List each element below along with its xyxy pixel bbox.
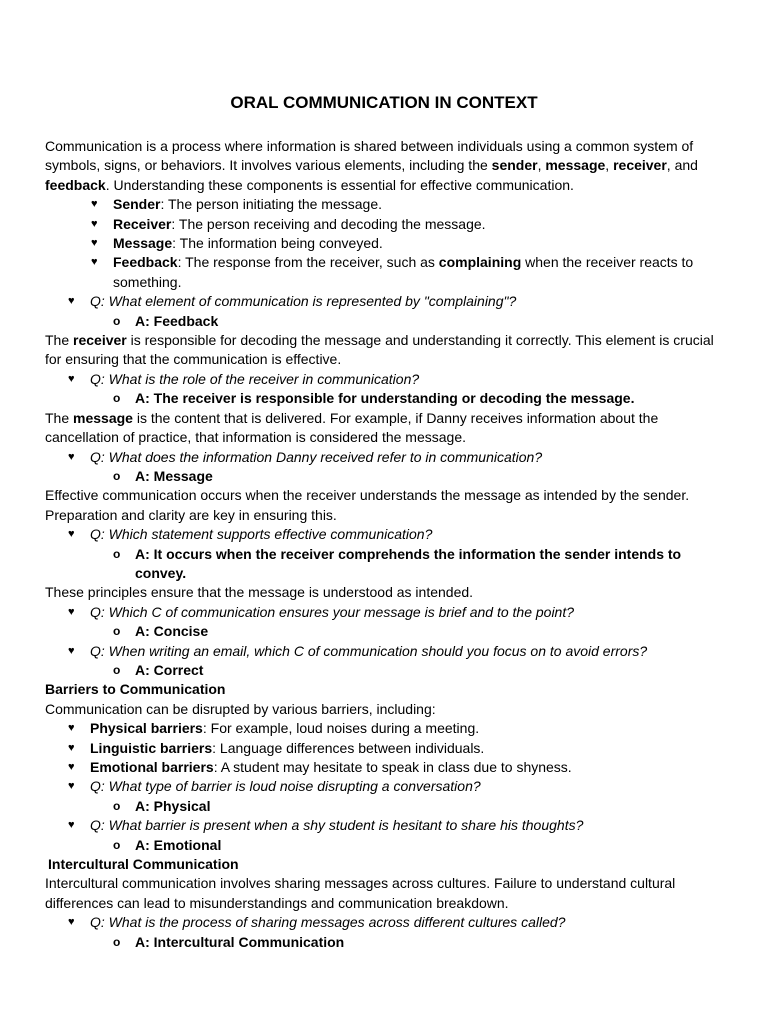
question-text: Q: Which statement supports effective communication? — [90, 526, 433, 543]
intro-sep: , and — [666, 157, 698, 174]
question-text: Q: Which C of communication ensures your message is brief and to the point? — [90, 603, 575, 620]
qa-list — [45, 603, 723, 681]
circle-bullet-icon: o — [113, 624, 121, 639]
circle-bullet-icon: o — [113, 934, 121, 949]
answer-text: A: Correct — [135, 661, 204, 678]
answer-item — [45, 545, 723, 584]
heart-bullet-icon: ♥ — [68, 372, 75, 385]
list-item — [45, 253, 723, 292]
heart-bullet-icon: ♥ — [68, 450, 75, 463]
heart-bullet-icon: ♥ — [68, 528, 75, 541]
answer-text: A: Intercultural Communication — [135, 933, 345, 950]
circle-bullet-icon: o — [113, 391, 121, 406]
answer-text: A: Message — [135, 467, 213, 484]
question-item — [45, 448, 723, 467]
element-desc: : The person initiating the message. — [160, 196, 383, 213]
barrier-term: Linguistic barriers — [90, 739, 213, 756]
intro-sep: , — [537, 157, 546, 174]
barrier-desc: : For example, loud noises during a meeting. — [202, 720, 480, 737]
qa-list — [45, 913, 723, 952]
answer-item — [45, 467, 723, 486]
heart-bullet-icon: ♥ — [68, 916, 75, 929]
heart-bullet-icon: ♥ — [68, 780, 75, 793]
element-term: Message — [113, 235, 173, 252]
element-desc: : The person receiving and decoding the message. — [171, 215, 486, 232]
circle-bullet-icon: o — [113, 546, 121, 561]
heart-bullet-icon: ♥ — [68, 644, 75, 657]
circle-bullet-icon: o — [113, 313, 121, 328]
list-item — [45, 195, 723, 214]
element-desc: : The information being conveyed. — [172, 235, 383, 252]
question-text: Q: What is the process of sharing messages across different cultures called? — [90, 914, 566, 931]
question-text: Q: What barrier is present when a shy student is hesitant to share his thoughts? — [90, 817, 584, 834]
intercultural-paragraph: Intercultural communication involves sharing messages across cultures. Failure to understand cultural differences can lead to misunderstandings and communication breakdown. — [45, 875, 676, 911]
heart-bullet-icon: ♥ — [91, 256, 98, 269]
question-item — [45, 370, 723, 389]
intro-paragraph — [45, 137, 723, 195]
element-term: Feedback — [113, 254, 178, 271]
answer-item — [45, 661, 723, 680]
answer-item — [45, 622, 723, 641]
answer-text: A: Physical — [135, 797, 211, 814]
barrier-desc: : Language differences between individuals. — [212, 739, 485, 756]
heart-bullet-icon: ♥ — [68, 722, 75, 735]
barriers-intro: Communication can be disrupted by various barriers, including: — [45, 700, 436, 717]
answer-item — [45, 797, 723, 816]
qa-list — [45, 448, 723, 487]
barrier-term: Emotional barriers — [90, 759, 214, 775]
heart-bullet-icon: ♥ — [68, 761, 75, 773]
answer-item — [45, 933, 723, 952]
page-title: ORAL COMMUNICATION IN CONTEXT — [230, 93, 538, 112]
barriers-heading: Barriers to Communication — [45, 681, 226, 698]
question-item — [45, 777, 723, 796]
question-text: Q: What does the information Danny received refer to in communication? — [90, 448, 543, 465]
elements-list — [45, 195, 723, 292]
heart-bullet-icon: ♥ — [68, 605, 75, 618]
heart-bullet-icon: ♥ — [68, 295, 75, 308]
answer-text: A: Feedback — [135, 312, 219, 329]
answer-item — [45, 389, 723, 408]
answer-text: A: The receiver is responsible for understanding or decoding the message. — [135, 390, 635, 407]
principles-paragraph: These principles ensure that the message is understood as intended. — [45, 584, 474, 601]
list-item — [45, 758, 723, 777]
paragraph-term: receiver — [73, 332, 127, 349]
intro-term-receiver: receiver — [613, 157, 667, 174]
question-text: Q: What type of barrier is loud noise disrupting a conversation? — [90, 778, 481, 795]
list-item — [45, 234, 723, 253]
list-item — [45, 215, 723, 234]
intro-text: Communication is a process where information is shared between individuals using a common system of symbols, signs, or behaviors. It involves various elements, including the — [45, 138, 694, 174]
paragraph-text: The — [45, 409, 74, 426]
paragraph-text: The — [45, 332, 74, 349]
barrier-desc: : A student may hesitate to speak in class due to shyness. — [213, 759, 572, 775]
element-term: Receiver — [113, 215, 172, 232]
answer-item — [45, 312, 723, 331]
barriers-list — [45, 719, 723, 855]
circle-bullet-icon: o — [113, 837, 121, 852]
question-text: Q: When writing an email, which C of communication should you focus on to avoid errors? — [90, 642, 648, 659]
element-desc: : The response from the receiver, such as — [177, 254, 439, 271]
list-item — [45, 719, 723, 738]
paragraph-term: message — [73, 409, 133, 426]
answer-text: A: Emotional — [135, 836, 222, 853]
effective-paragraph: Effective communication occurs when the receiver understands the message as intended by the sender. Preparation and clarity are key in ensuring this. — [45, 487, 690, 523]
element-bold-term: complaining — [438, 254, 522, 271]
question-item — [45, 292, 723, 311]
barrier-term: Physical barriers — [90, 720, 203, 737]
intro-text-end: . Understanding these components is essential for effective communication. — [105, 176, 574, 193]
answer-text: A: Concise — [135, 623, 209, 640]
question-item — [45, 642, 723, 661]
answer-item — [45, 836, 723, 855]
list-item — [45, 739, 723, 758]
receiver-paragraph — [45, 331, 723, 370]
answer-text: A: It occurs when the receiver comprehends the information the sender intends to convey. — [135, 545, 682, 581]
intro-term-message: message — [545, 157, 606, 174]
circle-bullet-icon: o — [113, 798, 121, 813]
paragraph-text: is responsible for decoding the message and understanding it correctly. This element is crucial for ensuring that the communication is effective. — [45, 332, 714, 368]
document-body — [45, 137, 723, 952]
intro-sep: , — [605, 157, 614, 174]
paragraph-text: is the content that is delivered. For example, if Danny receives information about the cancellation of practice, that information is considered the message. — [45, 409, 659, 446]
question-item — [45, 603, 723, 622]
heart-bullet-icon: ♥ — [91, 198, 98, 211]
qa-list — [45, 370, 723, 409]
element-term: Sender — [113, 196, 161, 213]
heart-bullet-icon: ♥ — [68, 741, 75, 754]
question-item — [45, 525, 723, 544]
intercultural-heading: Intercultural Communication — [48, 856, 239, 873]
qa-list — [45, 292, 723, 331]
message-paragraph — [45, 409, 723, 448]
intro-term-sender: sender — [491, 157, 538, 174]
circle-bullet-icon: o — [113, 662, 121, 677]
question-text: Q: What element of communication is represented by "complaining"? — [90, 293, 517, 310]
qa-list — [45, 525, 723, 583]
heart-bullet-icon: ♥ — [68, 819, 75, 832]
question-text: Q: What is the role of the receiver in communication? — [90, 370, 420, 387]
question-item — [45, 816, 723, 835]
circle-bullet-icon: o — [113, 468, 121, 483]
question-item — [45, 913, 723, 932]
heart-bullet-icon: ♥ — [91, 217, 98, 230]
heart-bullet-icon: ♥ — [91, 237, 98, 250]
intro-term-feedback: feedback — [45, 176, 106, 193]
element-desc: when the receiver reacts to something. — [113, 254, 694, 290]
